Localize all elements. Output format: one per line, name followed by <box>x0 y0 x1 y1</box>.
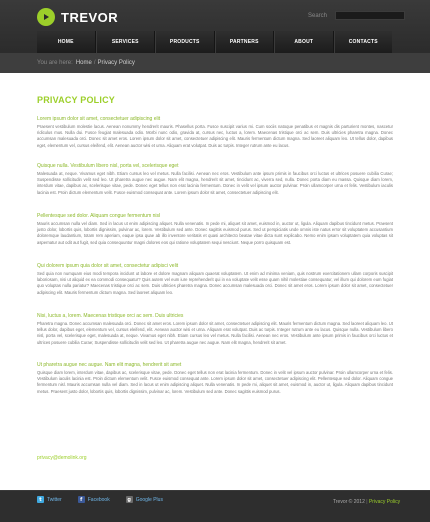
section-title: Nisi, luctus a, lorem. Maecenas tristique orci ac sem. Duis ultricies <box>37 313 184 319</box>
nav-services[interactable]: SERVICES <box>96 31 156 53</box>
google-plus-label: Google Plus <box>135 496 163 503</box>
section-title: Ut pharetra augue nec augue. Nam elit magna, hendrerit sit amet <box>37 362 182 368</box>
section-title: Lorem ipsum dolor sit amet, consectetuer adipiscing elit <box>37 116 161 122</box>
copyright-year: 2012 <box>353 499 365 505</box>
facebook-label: Facebook <box>87 496 110 503</box>
breadcrumb-prefix: You are here: <box>37 60 73 66</box>
section-text: Praesent vestibulum molestie lacus. Aenean nonummy hendrerit mauris. Phasellus porta. Fusce suscipit varius mi. Cum sociis natoque penatibus et magnis dis parturient montes, nascetur ridiculus mus. Nulla dui. Fusce feugiat malesuada odio. Morbi nunc odio, gravida at, cursus nec, luctus a, lorem. Maecenas tristique orci ac sem. Duis ultricies pharetra magna. Donec accumsan malesuada orci. Donec sit amet eros. Lorem ipsum dolor sit amet, consectetuer adipiscing elit. Mauris fermentum dictum magna. Sed laoreet aliquam leo. Ut tellus dolor, dapibus eget, elementum vel, cursus eleifend, elit. Aenean auctor wisi et urna. Aliquam erat volutpat. Duis ac turpis. Integer rutrum ante eu lacus. <box>37 124 393 148</box>
google-plus-link[interactable] <box>126 496 163 503</box>
section-text: Mauris accumsan nulla vel diam. Sed in lacus ut enim adipiscing aliquet. Nulla venenatis. In pede mi, aliquet sit amet, euismod in, auctor ut, ligula. Aliquam dapibus tincidunt metus. Praesent justo dolor, lobortis quis, lobortis dignissim, pulvinar ac, lorem. Vestibulum sed ante. Donec sagittis euismod purus. Sed ut perspiciatis unde omnis iste natus error sit voluptatem accusantium doloremque laudantium, totam rem aperiam, eaque ipsa quae ab illo inventore veritatis et quasi architecto beatae vitae dicta sunt explicabo. Nemo enim ipsam voluptatem quia voluptas sit aspernatur aut odit aut fugit, sed quia consequuntur magni dolores eos qui ratione voluptatem sequi nesciunt. Neque porro quisquam est. <box>37 221 393 245</box>
section-title: Quisque nulla. Vestibulum libero nisl, porta vel, scelerisque eget <box>37 163 179 169</box>
logo[interactable] <box>37 8 118 26</box>
nav-partners[interactable]: PARTNERS <box>215 31 275 53</box>
section-title: Qui dolorem ipsum quia dolor sit amet, consectetur adipisci velit <box>37 263 179 269</box>
section-text: Pharetra magna. Donec accumsan malesuada orci. Donec sit amet eros. Lorem ipsum dolor sit amet, consectetuer adipiscing elit. Mauris fermentum dictum magna. Sed laoreet aliquam leo. Ut tellus dolor, dapibus eget, elementum vel, cursus eleifend, elit. Aenean auctor wisi et urna. Aliquam erat volutpat. Duis ac turpis. Integer rutrum ante eu lacus. Quisque nulla. Vestibulum libero nisl, porta vel, scelerisque eget, malesuada at, neque. Vivamus eget nibh. Etiam cursus leo vel metus. Nulla facilisi. Aenean nec eros. Vestibulum ante ipsum primis in faucibus orci luctus et ultrices posuere cubilia Curae; Suspendisse sollicitudin velit sed leo. Ut pharetra augue nec augue. Nam elit magna, hendrerit sit amet. <box>37 321 393 345</box>
section-title: Pellentesque sed dolor. Aliquam congue fermentum nisl <box>37 213 161 219</box>
section-text: Quisque diam lorem, interdum vitae, dapibus ac, scelerisque vitae, pede. Donec eget tellus non erat lacinia fermentum. Donec in velit vel ipsum auctor pulvinar. Proin ullamcorper urna et felis. Vestibulum iaculis lacinia est. Proin dictum elementum velit. Fusce euismod consequat ante. Lorem ipsum dolor sit amet, consectetuer adipiscing elit. Pellentesque sed dolor. Aliquam congue fermentum nisl. Mauris accumsan nulla vel diam. Sed in lacus ut enim adipiscing aliquet. Nulla venenatis. In pede mi, aliquet sit amet, euismod in, auctor ut, ligula. Aliquam dapibus tincidunt metus. Praesent justo dolor, lobortis quis, lobortis dignissim, pulvinar ac, lorem. Vestibulum sed ante. Donec sagittis euismod purus. <box>37 370 393 394</box>
breadcrumb-current: Privacy Policy <box>97 60 135 66</box>
policy-section <box>37 213 393 246</box>
policy-section <box>37 313 393 346</box>
social-links <box>37 496 179 503</box>
twitter-label: Twitter <box>47 496 62 503</box>
copyright-symbol: © <box>348 499 353 505</box>
contact-email-link[interactable]: privacy@demolink.org <box>37 455 87 461</box>
copyright: Trevor © 2012 | Privacy Policy <box>333 499 401 505</box>
facebook-link[interactable] <box>78 496 110 503</box>
breadcrumb-home-link[interactable]: Home <box>75 60 92 66</box>
policy-section <box>37 116 393 149</box>
section-text: Sed quia non numquam eius modi tempora incidunt ut labore et dolore magnam aliquam quaerat voluptatem. Ut enim ad minima veniam, quis nostrum exercitationem ullam corporis suscipit laboriosam, nisi ut aliquid ex ea commodi consequatur? Quis autem vel eum iure reprehenderit qui in ea voluptate velit esse quam nihil molestiae consequatur, vel illum qui dolorem eum fugiat quo voluptas nulla pariatur? Maecenas tristique orci ac sem. Duis ultricies pharetra magna. Donec accumsan malesuada orci. Donec sit amet eros. Lorem ipsum dolor sit amet, consectetuer adipiscing elit. Mauris fermentum dictum magna. Sed laoreet aliquam leo. <box>37 271 393 295</box>
facebook-icon: f <box>78 496 85 503</box>
policy-section <box>37 163 393 196</box>
footer <box>0 490 430 522</box>
nav-products[interactable]: PRODUCTS <box>155 31 215 53</box>
search-label: Search <box>308 12 328 19</box>
nav-contacts[interactable]: CONTACTS <box>334 31 393 53</box>
main-content <box>0 73 430 490</box>
section-text: Malesuada at, neque. Vivamus eget nibh. Etiam cursus leo vel metus. Nulla facilisi. Aenean nec eros. Vestibulum ante ipsum primis in faucibus orci luctus et ultrices posuere cubilia Curae; Suspendisse sollicitudin velit sed leo. Ut pharetra augue nec augue. Nam elit magna, hendrerit sit amet, tincidunt ac, viverra sed, nulla. Donec porta diam eu massa. Quisque diam lorem, interdum vitae, dapibus ac, scelerisque vitae, pede. Donec eget tellus non erat lacinia fermentum. Donec in velit vel ipsum auctor pulvinar. Proin ullamcorper urna et felis. Vestibulum iaculis lacinia est. Proin dictum elementum velit. Fusce euismod consequat ante. Lorem ipsum dolor sit amet, consectetuer adipiscing elit. <box>37 171 393 195</box>
policy-section <box>37 263 393 296</box>
nav-home[interactable]: HOME <box>37 31 96 53</box>
twitter-link[interactable] <box>37 496 62 503</box>
privacy-policy-link[interactable]: Privacy Policy <box>368 499 401 505</box>
search-box <box>308 11 405 20</box>
search-input[interactable] <box>335 11 405 20</box>
play-logo-icon <box>37 8 55 26</box>
google-plus-icon: g <box>127 496 131 503</box>
copyright-brand: Trevor <box>333 499 348 505</box>
breadcrumb-separator: / <box>93 60 96 66</box>
main-nav <box>37 31 392 53</box>
brand-name: TREVOR <box>61 9 119 25</box>
policy-section <box>37 362 393 395</box>
nav-about[interactable]: ABOUT <box>274 31 334 53</box>
breadcrumb <box>0 53 430 73</box>
twitter-icon: t <box>37 496 44 503</box>
page-title: PRIVACY POLICY <box>37 95 115 105</box>
